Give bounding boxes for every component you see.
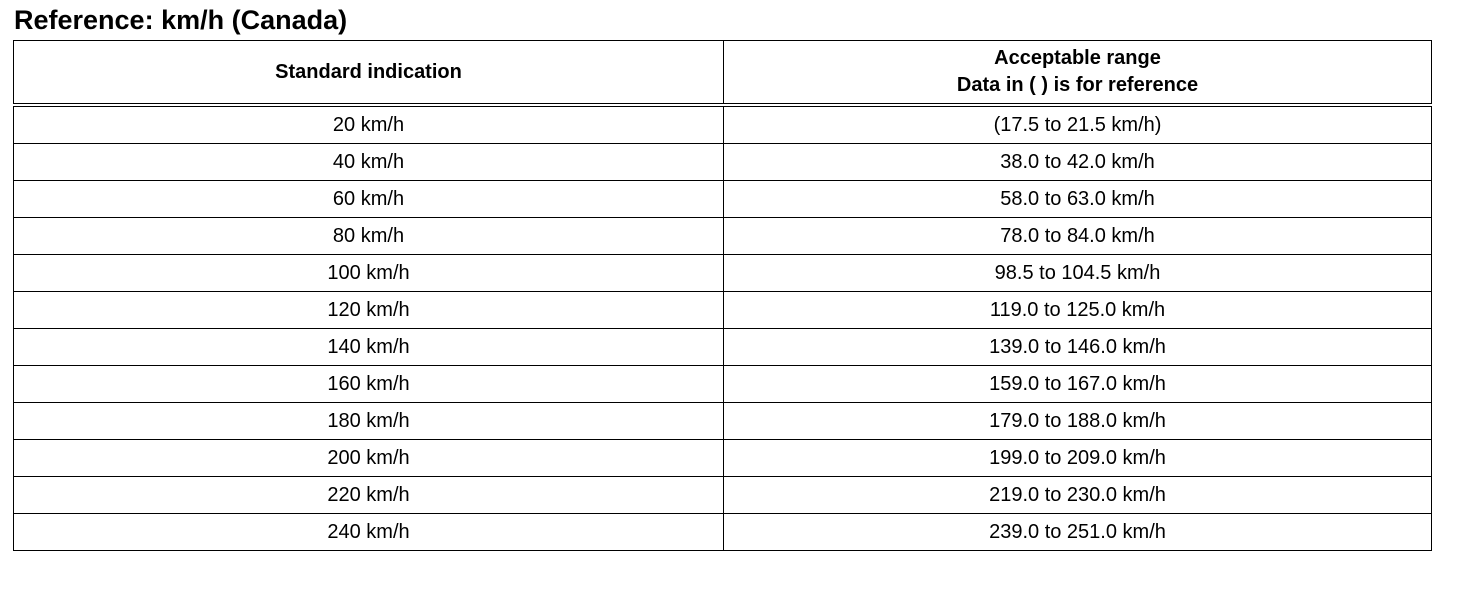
standard-indication-cell: 220 km/h [14, 477, 724, 514]
acceptable-range-cell: 179.0 to 188.0 km/h [724, 403, 1432, 440]
standard-indication-cell: 200 km/h [14, 440, 724, 477]
header-standard-indication: Standard indication [14, 41, 724, 106]
standard-indication-cell: 140 km/h [14, 329, 724, 366]
standard-indication-cell: 160 km/h [14, 366, 724, 403]
acceptable-range-cell: 219.0 to 230.0 km/h [724, 477, 1432, 514]
standard-indication-cell: 120 km/h [14, 292, 724, 329]
standard-indication-cell: 40 km/h [14, 144, 724, 181]
table-body [14, 105, 1432, 551]
table-row [14, 218, 1432, 255]
page-title: Reference: km/h (Canada) [14, 5, 348, 35]
table-row [14, 329, 1432, 366]
table-row [14, 255, 1432, 292]
table-row [14, 514, 1432, 551]
table-header-row [14, 41, 1432, 106]
table-row [14, 477, 1432, 514]
acceptable-range-cell: 58.0 to 63.0 km/h [724, 181, 1432, 218]
acceptable-range-cell: 139.0 to 146.0 km/h [724, 329, 1432, 366]
acceptable-range-cell: 199.0 to 209.0 km/h [724, 440, 1432, 477]
table-row [14, 144, 1432, 181]
acceptable-range-cell: (17.5 to 21.5 km/h) [724, 105, 1432, 144]
acceptable-range-cell: 159.0 to 167.0 km/h [724, 366, 1432, 403]
table-row [14, 181, 1432, 218]
table-row [14, 105, 1432, 144]
table-header [14, 41, 1432, 106]
standard-indication-cell: 20 km/h [14, 105, 724, 144]
acceptable-range-cell: 239.0 to 251.0 km/h [724, 514, 1432, 551]
standard-indication-cell: 100 km/h [14, 255, 724, 292]
standard-indication-cell: 240 km/h [14, 514, 724, 551]
standard-indication-cell: 180 km/h [14, 403, 724, 440]
header-acceptable-range [724, 41, 1432, 106]
acceptable-range-cell: 78.0 to 84.0 km/h [724, 218, 1432, 255]
table-row [14, 403, 1432, 440]
acceptable-range-cell: 98.5 to 104.5 km/h [724, 255, 1432, 292]
acceptable-range-cell: 38.0 to 42.0 km/h [724, 144, 1432, 181]
standard-indication-cell: 80 km/h [14, 218, 724, 255]
table-row [14, 292, 1432, 329]
acceptable-range-cell: 119.0 to 125.0 km/h [724, 292, 1432, 329]
table-row [14, 366, 1432, 403]
standard-indication-cell: 60 km/h [14, 181, 724, 218]
header-acceptable-range-line1: Acceptable range [994, 47, 1161, 69]
speedometer-spec-table [13, 40, 1432, 551]
table-row [14, 440, 1432, 477]
header-acceptable-range-line2: Data in ( ) is for reference [956, 74, 1199, 96]
